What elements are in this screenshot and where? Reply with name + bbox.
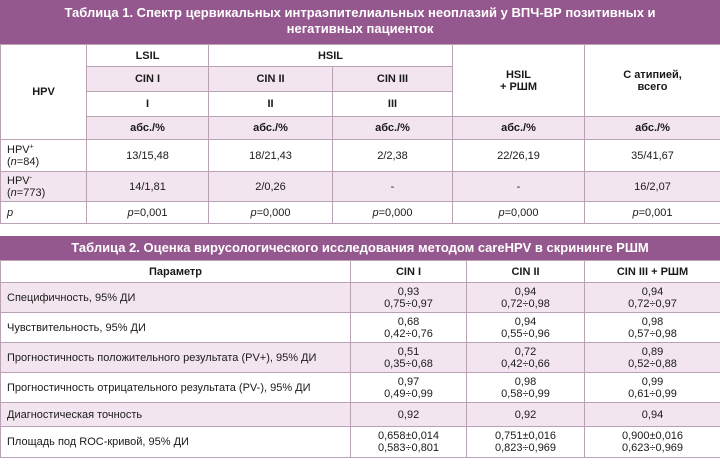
cell: 2/2,38 [333,140,453,172]
cell: - [453,172,585,202]
cell [351,313,467,343]
cin1-header: CIN I [87,67,209,92]
row-label: Прогностичность положительного результата (PV+), 95% ДИ [1,343,351,373]
cell: 18/21,43 [209,140,333,172]
p-value: =0,001 [133,206,168,219]
cin1-col-header: CIN I [351,261,467,283]
cin2-header: CIN II [209,67,333,92]
cell-value: 0,98 [514,375,537,388]
roman-2: II [209,92,333,117]
abs-header-1: абс./% [87,117,209,140]
row-label: HPV- (n=773) [1,172,87,202]
cell-ci: 0,75÷0,97 [384,297,433,310]
row-label-sup: + [29,142,34,150]
table-row [1,140,720,172]
cell [467,313,585,343]
cell-ci: 0,72÷0,97 [628,297,677,310]
row-n-value: =84) [16,155,40,168]
abs-header-4: абс./% [453,117,585,140]
cell-value: 0,94 [641,408,664,421]
cell [467,373,585,403]
cell-ci: 0,623÷0,969 [621,442,684,454]
table-row [1,283,720,313]
table-row [1,373,720,403]
cell [351,373,467,403]
p-label [1,202,87,224]
p-value: =0,001 [638,206,673,219]
p-value: =0,000 [378,206,413,219]
table-row [1,403,720,427]
cell [351,403,467,427]
p-value: =0,000 [256,206,291,219]
cell [585,403,720,427]
atypia-header: С атипией, всего [585,45,720,117]
cell-value: 0,94 [514,285,537,298]
cell-value: 0,94 [641,285,664,298]
row-label: HPV+ (n=84) [1,140,87,172]
table-1-title: Таблица 1. Спектр цервикальных интраэпителиальных неоплазий у ВПЧ-ВР позитивных и негативных пациенток [0,0,720,44]
abs-header-2: абс./% [209,117,333,140]
cell-value: 0,92 [397,408,420,421]
cell-ci: 0,52÷0,88 [628,357,677,370]
cell-ci: 0,35÷0,68 [384,357,433,370]
cell-ci: 0,61÷0,99 [628,387,677,400]
table-2-grid [0,260,720,458]
row-label-text: HPV [7,174,30,187]
cell-value: 0,658±0,014 [377,430,440,442]
cell [351,343,467,373]
row-label: Диагностическая точность [1,403,351,427]
cell-ci: 0,72÷0,98 [501,297,550,310]
table-row [1,172,720,202]
table-1-grid [0,44,720,224]
table-2 [0,236,720,458]
cin2-col-header: CIN II [467,261,585,283]
cell-ci: 0,583÷0,801 [377,442,440,454]
cell-value: 0,72 [514,345,537,358]
cell: 16/2,07 [585,172,720,202]
cell [333,202,453,224]
cell-ci: 0,49÷0,99 [384,387,433,400]
cell [467,283,585,313]
table-2-title: Таблица 2. Оценка вирусологического исследования методом careHPV в скрининге РШМ [0,236,720,260]
cell-value: 0,92 [514,408,537,421]
cell [585,202,720,224]
cell-ci: 0,58÷0,99 [501,387,550,400]
table-row [1,427,720,458]
abs-header-5: абс./% [585,117,720,140]
cell [209,202,333,224]
cell-ci: 0,42÷0,66 [501,357,550,370]
cell-value: 0,99 [641,375,664,388]
cell [585,427,720,458]
cell-ci: 0,42÷0,76 [384,327,433,340]
table-row-p [1,202,720,224]
cell-value: 0,751±0,016 [494,430,557,442]
cell: 22/26,19 [453,140,585,172]
cell: 35/41,67 [585,140,720,172]
cell [351,427,467,458]
cell-value: 0,900±0,016 [621,430,684,442]
table-row [1,313,720,343]
cell-ci: 0,823÷0,969 [494,442,557,454]
hsil-header: HSIL [209,45,453,67]
cell [585,313,720,343]
cell [467,403,585,427]
row-label: Площадь под ROC-кривой, 95% ДИ [1,427,351,458]
cell [467,427,585,458]
cell-value: 0,97 [397,375,420,388]
cell-value: 0,51 [397,345,420,358]
cell-value: 0,68 [397,315,420,328]
p-var: p [250,206,257,219]
cell-value: 0,94 [514,315,537,328]
cell: 2/0,26 [209,172,333,202]
cell: 14/1,81 [87,172,209,202]
p-var: p [498,206,505,219]
param-header: Параметр [1,261,351,283]
cell-ci: 0,57÷0,98 [628,327,677,340]
row-label-text: HPV [7,143,30,156]
hpv-header: HPV [1,45,87,140]
row-label-sup: - [29,173,32,181]
cell [453,202,585,224]
table-1 [0,0,720,224]
cell [467,343,585,373]
cell: - [333,172,453,202]
row-n-prefix: n [10,155,17,168]
roman-3: III [333,92,453,117]
cell [351,283,467,313]
p-var: p [632,206,639,219]
p-var: p [127,206,134,219]
row-label: Чувствительность, 95% ДИ [1,313,351,343]
cell: 13/15,48 [87,140,209,172]
row-n-prefix: n [10,186,17,199]
row-label: Специфичность, 95% ДИ [1,283,351,313]
cell-ci: 0,55÷0,96 [501,327,550,340]
cell [585,283,720,313]
roman-1: I [87,92,209,117]
table-row [1,343,720,373]
p-value: =0,000 [504,206,539,219]
hsil-rshm-header: HSIL + РШМ [453,45,585,117]
cell-value: 0,93 [397,285,420,298]
cin3-header: CIN III [333,67,453,92]
abs-header-3: абс./% [333,117,453,140]
cell-value: 0,89 [641,345,664,358]
row-label: Прогностичность отрицательного результата (PV-), 95% ДИ [1,373,351,403]
cell [585,373,720,403]
cell [585,343,720,373]
p-label-text: p [7,206,14,219]
p-var: p [372,206,379,219]
row-n-value: =773) [16,186,46,199]
cell [87,202,209,224]
cin3-rshm-col-header: CIN III + РШМ [585,261,720,283]
lsil-header: LSIL [87,45,209,67]
cell-value: 0,98 [641,315,664,328]
